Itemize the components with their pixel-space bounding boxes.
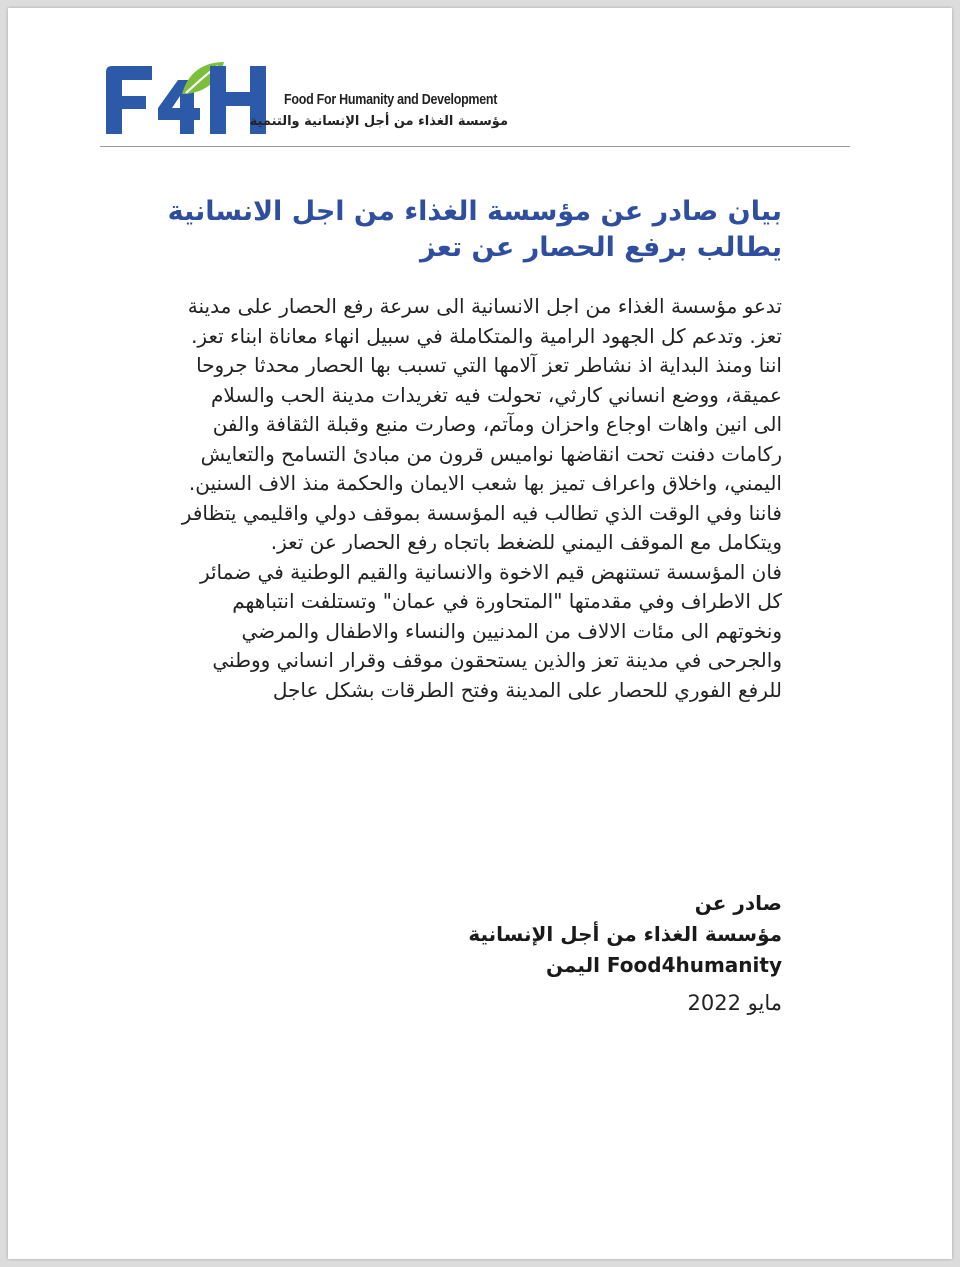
paragraph-4: فان المؤسسة تستنهض قيم الاخوة والانسانية والقيم الوطنية في ضمائر كل الاطراف وفي مقدمتها "المتحاورة في عمان" وتستلفت انتباههم ونخوتهم الى مئات الالاف من المدنيين والنساء والاطفال والمرضي والجرحى في مدينة تعز والذين يستحقون موقف وقرار انساني ووطني للرفع الفوري للحصار على المدينة وفتح الطرقات بشكل عاجل [199, 559, 782, 702]
logo-letter-f [106, 66, 152, 134]
title-line-2: يطالب برفع الحصار عن تعز [419, 232, 782, 263]
signature-line-2: مؤسسة الغذاء من أجل الإنسانية [468, 922, 782, 946]
paragraph-3: فاننا وفي الوقت الذي تطالب فيه المؤسسة بموقف دولي واقليمي يتظافر ويتكامل مع الموقف اليمني للضغط باتجاه رفع الحصار عن تعز. [181, 500, 782, 554]
signature-block [178, 888, 782, 981]
statement-date: مايو 2022 [687, 991, 782, 1015]
paragraph-1: تدعو مؤسسة الغذاء من اجل الانسانية الى سرعة رفع الحصار على مدينة تعز. وتدعم كل الجهود الرامية والمتكاملة في سبيل انهاء معاناة ابناء تعز. [187, 294, 782, 348]
signature-line-1: صادر عن [694, 891, 782, 915]
statement-body [178, 292, 782, 705]
paragraph-2: اننا ومنذ البداية اذ نشاطر تعز آلامها التي تسبب بها الحصار محدثا جروحا عميقة، ووضع انساني كارثي، تحولت فيه تغريدات مدينة الحب والسلام الى انين واهات اوجاع واحزان ومآتم، وصارت منبع وقبلة الثقافة والفن ركامات دفنت تحت انقاضها نواميس قرون من مبادئ التسامح والتعايش اليمني، واخلاق واعراف تميز بها شعب الايمان والحكمة منذ الاف السنين. [188, 353, 782, 495]
org-name-ar: مؤسسة الغذاء من أجل الإنسانية والتنمية [249, 114, 508, 129]
f4h-logo [100, 58, 280, 142]
statement-title [167, 194, 782, 266]
title-line-1: بيان صادر عن مؤسسة الغذاء من اجل الانسانية [167, 196, 782, 227]
org-name-en: Food For Humanity and Development [284, 92, 498, 108]
document-page [8, 8, 952, 1259]
signature-line-3: Food4humanity اليمن [546, 953, 782, 977]
header-divider [100, 146, 850, 147]
